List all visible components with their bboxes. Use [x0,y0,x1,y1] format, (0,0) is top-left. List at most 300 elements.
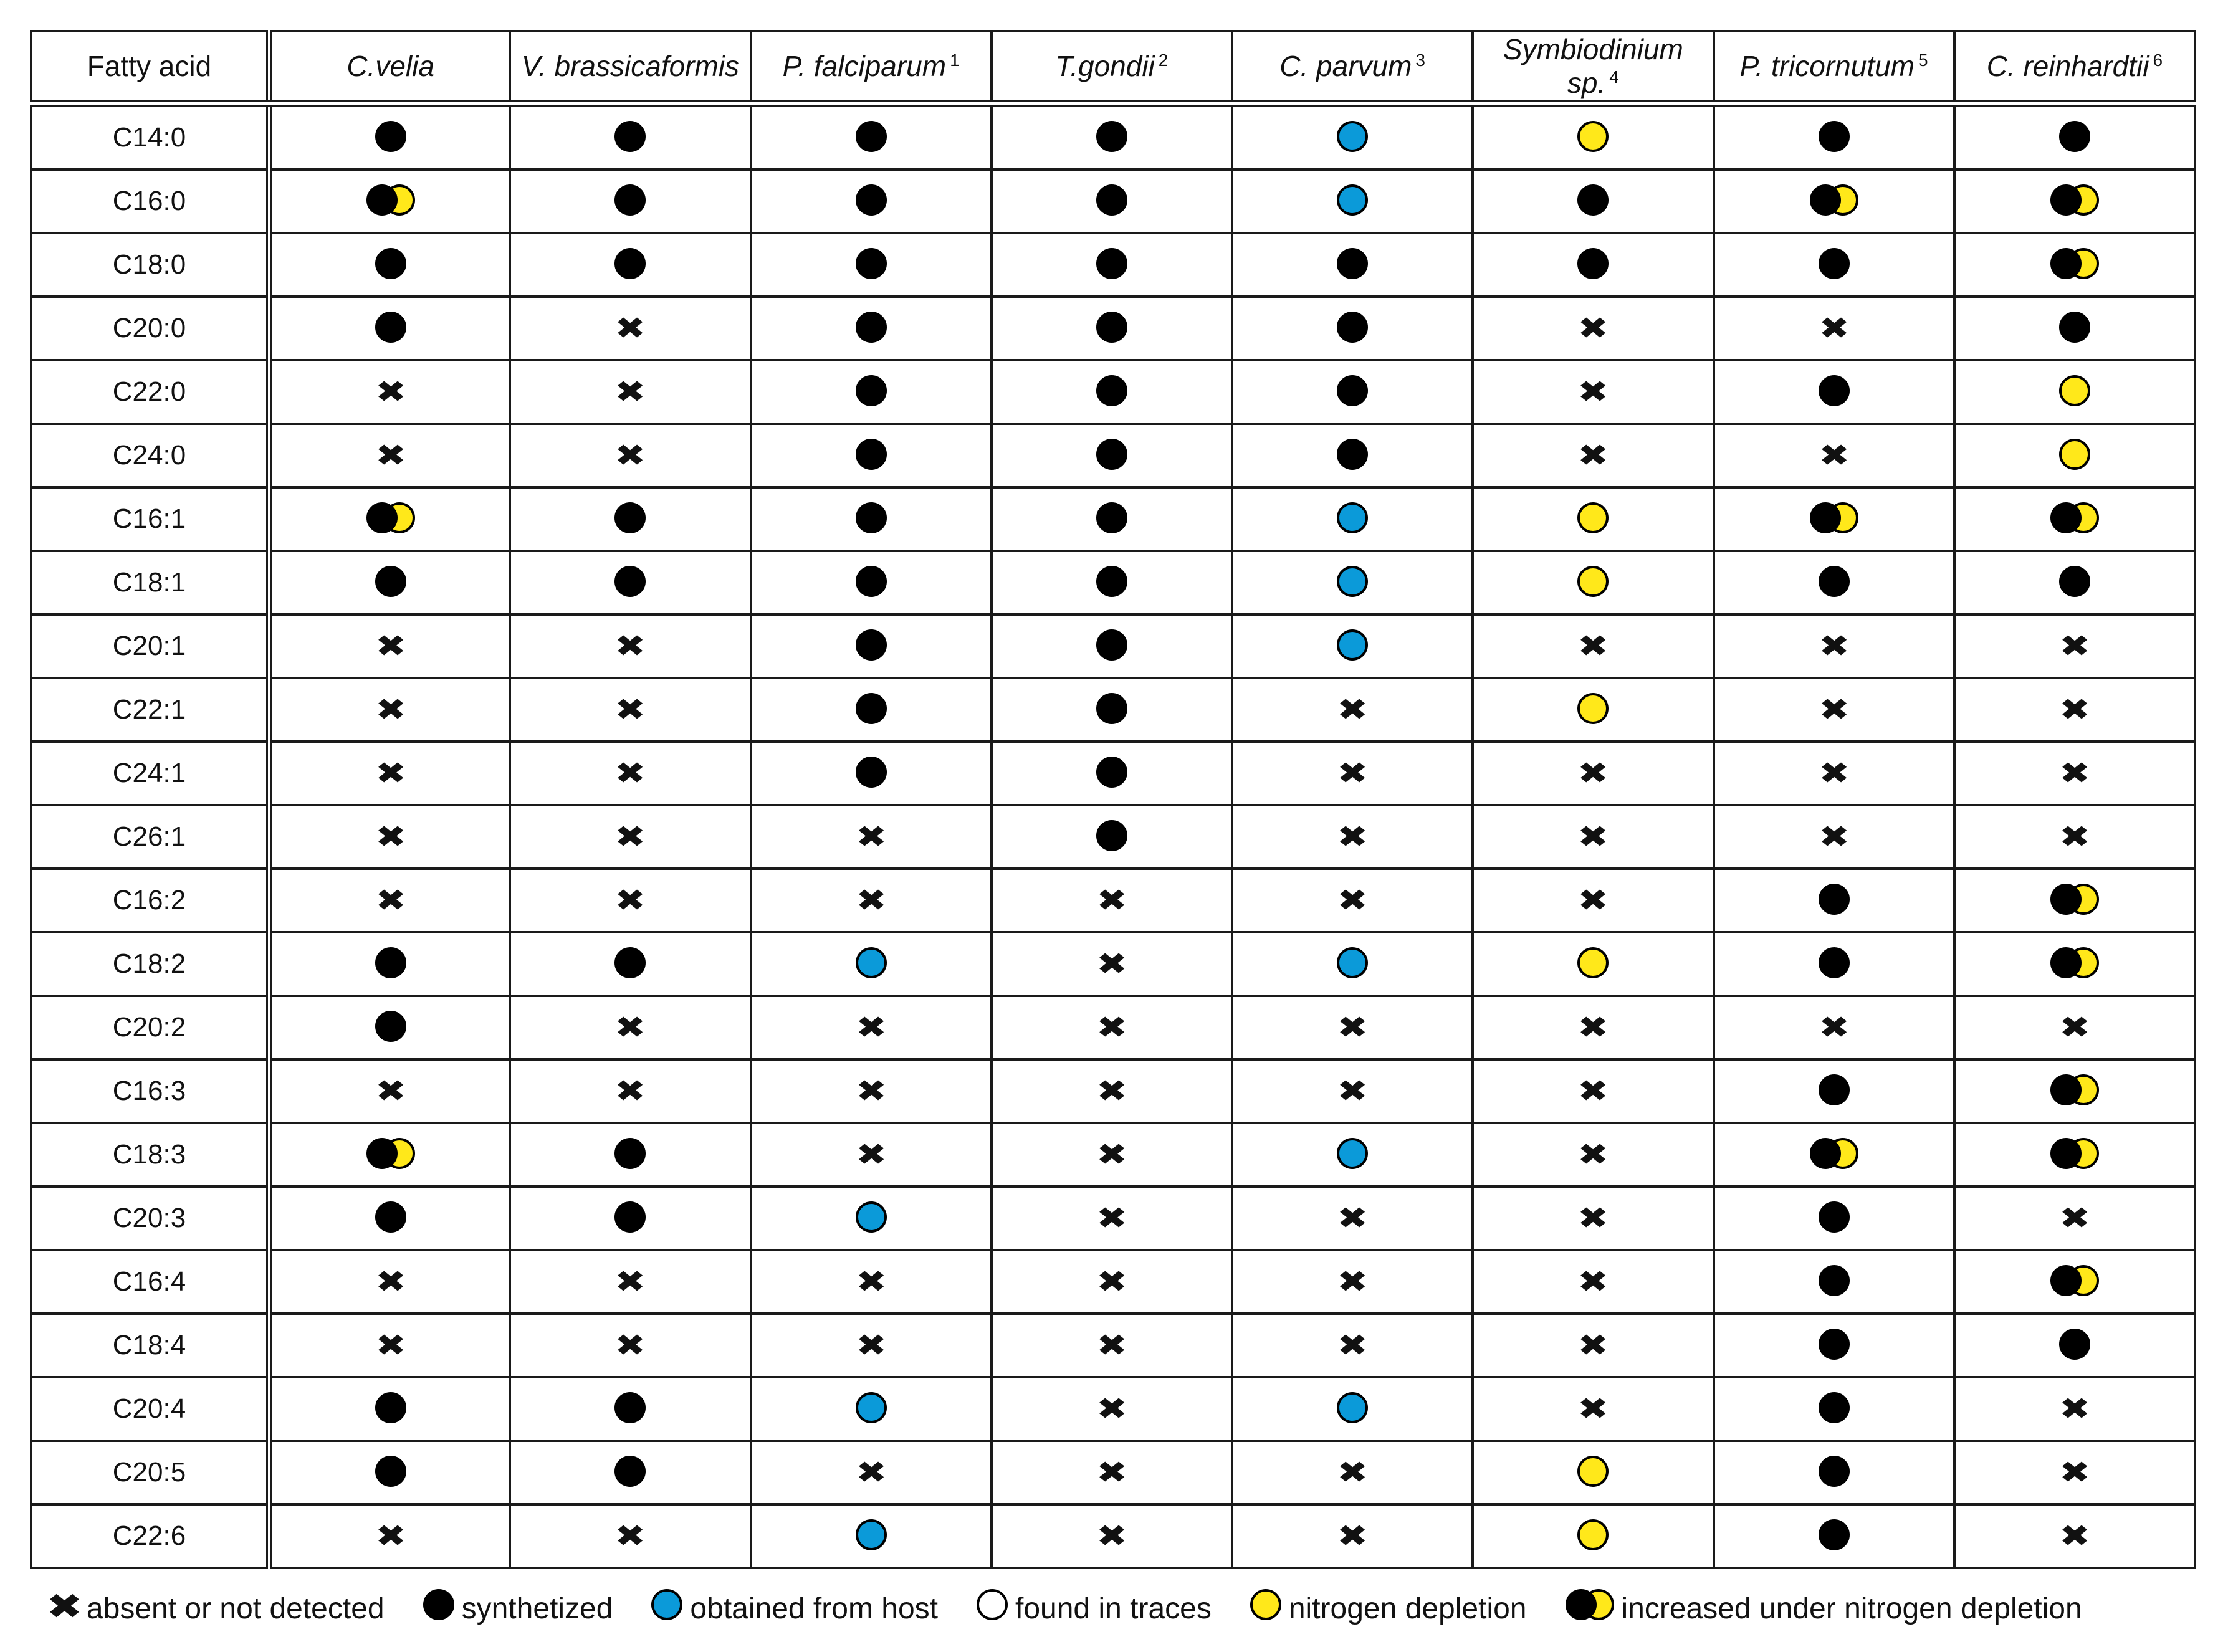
table-cell [992,233,1232,297]
header-species [1473,31,1713,103]
table-row [31,1250,2195,1314]
table-row [31,1441,2195,1504]
table-row [31,1377,2195,1441]
yellow-dot-icon [1577,502,1609,537]
black-dot-icon [2059,1329,2090,1363]
black-dot-icon [375,121,406,155]
fatty-acid-label: C14:0 [31,103,269,169]
table-cell [269,1504,510,1568]
cross-icon: ✖ [1577,438,1609,473]
table-cell [1473,487,1713,551]
cross-icon: ✖ [46,1586,83,1627]
table-cell [1473,1504,1713,1568]
table-cell [992,169,1232,233]
table-cell [1232,487,1473,551]
table-cell [751,996,992,1059]
table-cell [510,169,750,233]
black-yellow-dot-icon [2050,1074,2099,1109]
table-row [31,869,2195,932]
legend [46,1586,2121,1628]
fatty-acid-label: C20:1 [31,614,269,678]
cross-icon: ✖ [1096,1455,1128,1490]
table-cell [510,1377,750,1441]
black-dot-icon [856,693,887,727]
open-circle-icon [977,1589,1008,1628]
table-cell [751,360,992,424]
legend-label: synthetized [461,1592,613,1625]
table-cell [269,996,510,1059]
table-cell [1232,869,1473,932]
black-dot-icon [856,502,887,537]
black-dot-icon [1577,184,1609,219]
cross-icon: ✖ [614,819,646,854]
black-yellow-dot-icon [2050,947,2099,981]
cross-icon: ✖ [1336,756,1369,791]
cross-icon: ✖ [1577,375,1609,409]
cross-icon: ✖ [1577,756,1609,791]
table-cell [1954,1441,2195,1504]
yellow-dot-icon [1577,121,1609,155]
black-dot-icon [856,375,887,409]
table-cell [751,424,992,487]
black-dot-icon [1096,248,1127,282]
table-cell [510,869,750,932]
table-row [31,169,2195,233]
table-cell [1954,551,2195,614]
table-cell [1473,1123,1713,1186]
table-cell [1473,869,1713,932]
reference-superscript: 2 [1158,50,1169,70]
table-cell [1954,169,2195,233]
table-row [31,297,2195,360]
black-dot-icon [2059,312,2090,346]
table-cell [1714,487,1954,551]
fatty-acid-label: C20:4 [31,1377,269,1441]
black-dot-icon [1819,248,1850,282]
table-cell [751,103,992,169]
cross-icon: ✖ [614,629,646,664]
cross-icon: ✖ [1818,438,1850,473]
black-yellow-dot-icon [1566,1589,1614,1628]
cross-icon: ✖ [1096,1328,1128,1363]
cross-icon: ✖ [855,1328,887,1363]
black-dot-icon [2059,566,2090,600]
table-cell [269,805,510,869]
table-cell [1714,424,1954,487]
cross-icon: ✖ [614,438,646,473]
black-dot-icon [1819,1456,1850,1490]
header-species [751,31,992,103]
table-row [31,1504,2195,1568]
table-cell [510,1314,750,1377]
table-cell [1473,1186,1713,1250]
table-cell [1954,1123,2195,1186]
table-cell [1954,742,2195,805]
table-cell [992,487,1232,551]
black-dot-icon [614,566,646,600]
black-dot-icon [856,184,887,219]
table-cell [1714,678,1954,742]
table-cell [1714,1250,1954,1314]
cross-icon: ✖ [1096,947,1128,981]
cross-icon: ✖ [2058,1519,2091,1554]
yellow-dot-icon [2059,375,2090,409]
black-dot-icon [375,1456,406,1490]
blue-dot-icon [856,1519,887,1554]
black-dot-icon [1819,375,1850,409]
table-cell [751,805,992,869]
legend-item [46,1586,385,1627]
black-dot-icon [375,947,406,981]
table-cell [510,1250,750,1314]
fatty-acid-label: C20:5 [31,1441,269,1504]
cross-icon: ✖ [1096,1137,1128,1172]
table-cell [751,169,992,233]
table-cell [1714,1314,1954,1377]
table-cell [1473,233,1713,297]
cross-icon: ✖ [1577,1010,1609,1045]
cross-icon: ✖ [614,756,646,791]
table-cell [510,424,750,487]
table-cell [751,551,992,614]
black-dot-icon [1096,629,1127,664]
header-species [992,31,1232,103]
cross-icon: ✖ [1577,629,1609,664]
fatty-acid-label: C22:1 [31,678,269,742]
cross-icon: ✖ [375,1074,406,1109]
black-dot-icon [423,1589,454,1628]
table-row [31,1186,2195,1250]
table-cell [269,360,510,424]
black-dot-icon [1337,439,1368,473]
cross-icon: ✖ [855,883,887,918]
table-cell [992,805,1232,869]
fatty-acid-label: C18:1 [31,551,269,614]
table-cell [1473,614,1713,678]
table-cell [751,1059,992,1123]
fatty-acid-label: C24:1 [31,742,269,805]
blue-dot-icon [1337,947,1368,981]
table-cell [1714,1441,1954,1504]
black-dot-icon [1819,1265,1850,1299]
cross-icon: ✖ [2058,756,2091,791]
table-cell [1473,360,1713,424]
table-cell [510,1441,750,1504]
fatty-acid-label: C16:4 [31,1250,269,1314]
table-cell [510,233,750,297]
yellow-dot-icon [1577,947,1609,981]
black-yellow-dot-icon [2050,1138,2099,1172]
black-dot-icon [1096,820,1127,854]
table-cell [1232,614,1473,678]
black-dot-icon [614,1138,646,1172]
black-yellow-dot-icon [2050,184,2099,219]
table-cell [992,932,1232,996]
table-cell [1232,1377,1473,1441]
table-cell [1232,996,1473,1059]
table-cell [1954,1504,2195,1568]
cross-icon: ✖ [1096,1201,1128,1236]
table-cell [510,297,750,360]
fatty-acid-label: C20:2 [31,996,269,1059]
fatty-acid-label: C18:3 [31,1123,269,1186]
blue-dot-icon [1337,502,1368,537]
table-cell [1232,233,1473,297]
table-cell [1232,1123,1473,1186]
table-cell [1232,678,1473,742]
table-cell [510,103,750,169]
black-dot-icon [1819,947,1850,981]
table-cell [992,996,1232,1059]
table-cell [1714,614,1954,678]
black-dot-icon [856,121,887,155]
table-cell [992,1059,1232,1123]
table-cell [1954,1377,2195,1441]
fatty-acid-label: C16:2 [31,869,269,932]
cross-icon: ✖ [1577,1392,1609,1426]
cross-icon: ✖ [1577,1328,1609,1363]
table-row [31,487,2195,551]
table-cell [751,1441,992,1504]
cross-icon: ✖ [375,438,406,473]
black-dot-icon [375,312,406,346]
fatty-acid-label: C26:1 [31,805,269,869]
cross-icon: ✖ [2058,819,2091,854]
black-yellow-dot-icon [1810,184,1858,219]
table-cell [510,932,750,996]
black-dot-icon [856,312,887,346]
table-cell [1714,551,1954,614]
cross-icon: ✖ [855,1074,887,1109]
table-cell [1232,297,1473,360]
yellow-dot-icon [2059,439,2090,473]
black-dot-icon [1819,566,1850,600]
table-cell [1714,169,1954,233]
table-cell [992,1441,1232,1504]
fatty-acid-label: C18:0 [31,233,269,297]
black-yellow-dot-icon [1810,1138,1858,1172]
black-yellow-dot-icon [2050,248,2099,282]
table-cell [1473,1250,1713,1314]
table-cell [1232,1059,1473,1123]
table-cell [269,297,510,360]
cross-icon: ✖ [1336,1519,1369,1554]
cross-icon: ✖ [1336,1010,1369,1045]
table-cell [269,424,510,487]
table-cell [1954,103,2195,169]
table-cell [992,1250,1232,1314]
table-cell [1714,805,1954,869]
yellow-dot-icon [1577,566,1609,600]
black-dot-icon [614,184,646,219]
table-cell [1232,551,1473,614]
table-cell [269,614,510,678]
cross-icon: ✖ [1818,756,1850,791]
table-cell [269,869,510,932]
table-cell [751,1123,992,1186]
blue-dot-icon [1337,629,1368,664]
table-cell [269,1441,510,1504]
cross-icon: ✖ [375,692,406,727]
table-cell [510,678,750,742]
legend-item [977,1589,1212,1628]
cross-icon: ✖ [855,819,887,854]
black-dot-icon [1819,1519,1850,1554]
fatty-acid-label: C16:3 [31,1059,269,1123]
cross-icon: ✖ [1577,311,1609,346]
table-cell [1714,932,1954,996]
table-row [31,551,2195,614]
cross-icon: ✖ [1336,1455,1369,1490]
black-dot-icon [1337,312,1368,346]
species-name: Symbiodinium sp. [1503,33,1683,99]
header-species [1232,31,1473,103]
table-cell [1232,1314,1473,1377]
table-cell [1473,1377,1713,1441]
table-row [31,996,2195,1059]
black-dot-icon [614,121,646,155]
species-name: C.velia [347,50,434,82]
legend-label: obtained from host [690,1592,938,1625]
blue-dot-icon [1337,1392,1368,1426]
table-cell [1954,424,2195,487]
cross-icon: ✖ [614,1010,646,1045]
black-dot-icon [856,566,887,600]
cross-icon: ✖ [2058,1392,2091,1426]
table-cell [1473,805,1713,869]
black-dot-icon [614,1201,646,1236]
black-dot-icon [2059,121,2090,155]
reference-superscript: 5 [1918,50,1928,70]
table-cell [1714,1377,1954,1441]
blue-dot-icon [651,1589,682,1628]
table-cell [1714,103,1954,169]
table-cell [1232,742,1473,805]
cross-icon: ✖ [1577,883,1609,918]
table-cell [269,742,510,805]
species-name: P. tricornutum [1739,50,1915,82]
table-cell [992,678,1232,742]
cross-icon: ✖ [855,1137,887,1172]
cross-icon: ✖ [2058,1201,2091,1236]
table-row [31,1059,2195,1123]
table-cell [1954,487,2195,551]
header-species [1954,31,2195,103]
table-cell [1232,424,1473,487]
table-cell [269,1250,510,1314]
table-row [31,233,2195,297]
table-cell [1714,360,1954,424]
table-cell [1232,805,1473,869]
table-cell [269,551,510,614]
cross-icon: ✖ [614,375,646,409]
table-cell [751,1186,992,1250]
black-dot-icon [1096,502,1127,537]
table-cell [269,233,510,297]
table-row [31,614,2195,678]
table-cell [269,678,510,742]
legend-label: increased under nitrogen depletion [1621,1592,2082,1625]
table-cell [510,742,750,805]
table-row [31,805,2195,869]
table-cell [751,297,992,360]
cross-icon: ✖ [614,1264,646,1299]
cross-icon: ✖ [1336,1074,1369,1109]
black-dot-icon [1819,884,1850,918]
black-yellow-dot-icon [2050,884,2099,918]
table-cell [1954,297,2195,360]
cross-icon: ✖ [855,1010,887,1045]
table-cell [510,1123,750,1186]
table-cell [1232,1250,1473,1314]
table-cell [1473,932,1713,996]
table-row [31,1123,2195,1186]
black-yellow-dot-icon [2050,1265,2099,1299]
table-cell [510,614,750,678]
table-cell [992,1504,1232,1568]
table-cell [751,233,992,297]
table-cell [1954,805,2195,869]
table-cell [1954,678,2195,742]
fatty-acid-label: C18:4 [31,1314,269,1377]
yellow-dot-icon [1577,1456,1609,1490]
table-cell [751,1314,992,1377]
cross-icon: ✖ [2058,1010,2091,1045]
blue-dot-icon [856,1392,887,1426]
black-dot-icon [1577,248,1609,282]
cross-icon: ✖ [1818,1010,1850,1045]
table-cell [992,1314,1232,1377]
table-cell [1473,1441,1713,1504]
black-dot-icon [1337,248,1368,282]
table-cell [1714,1504,1954,1568]
table-cell [992,103,1232,169]
table-cell [269,1377,510,1441]
table-cell [751,932,992,996]
black-dot-icon [375,566,406,600]
species-name: T.gondii [1055,50,1155,82]
black-dot-icon [1096,121,1127,155]
cross-icon: ✖ [614,1328,646,1363]
cross-icon: ✖ [1818,311,1850,346]
cross-icon: ✖ [375,819,406,854]
legend-label: nitrogen depletion [1288,1592,1527,1625]
table-row [31,103,2195,169]
table-cell [1232,103,1473,169]
black-dot-icon [1819,1074,1850,1109]
legend-item [1250,1589,1527,1628]
table-cell [1954,1059,2195,1123]
table-cell [751,869,992,932]
table-cell [510,360,750,424]
fatty-acid-label: C20:3 [31,1186,269,1250]
reference-superscript: 3 [1415,50,1425,70]
header-fatty-acid: Fatty acid [31,31,269,103]
blue-dot-icon [856,947,887,981]
table-cell [751,1377,992,1441]
table-row [31,678,2195,742]
table-row [31,932,2195,996]
table-cell [1954,1314,2195,1377]
table-cell [1714,233,1954,297]
species-name: C. reinhardtii [1986,50,2149,82]
legend-label: absent or not detected [86,1592,385,1625]
table-row [31,360,2195,424]
cross-icon: ✖ [2058,1455,2091,1490]
fatty-acid-label: C24:0 [31,424,269,487]
cross-icon: ✖ [1336,1328,1369,1363]
table-cell [1232,932,1473,996]
